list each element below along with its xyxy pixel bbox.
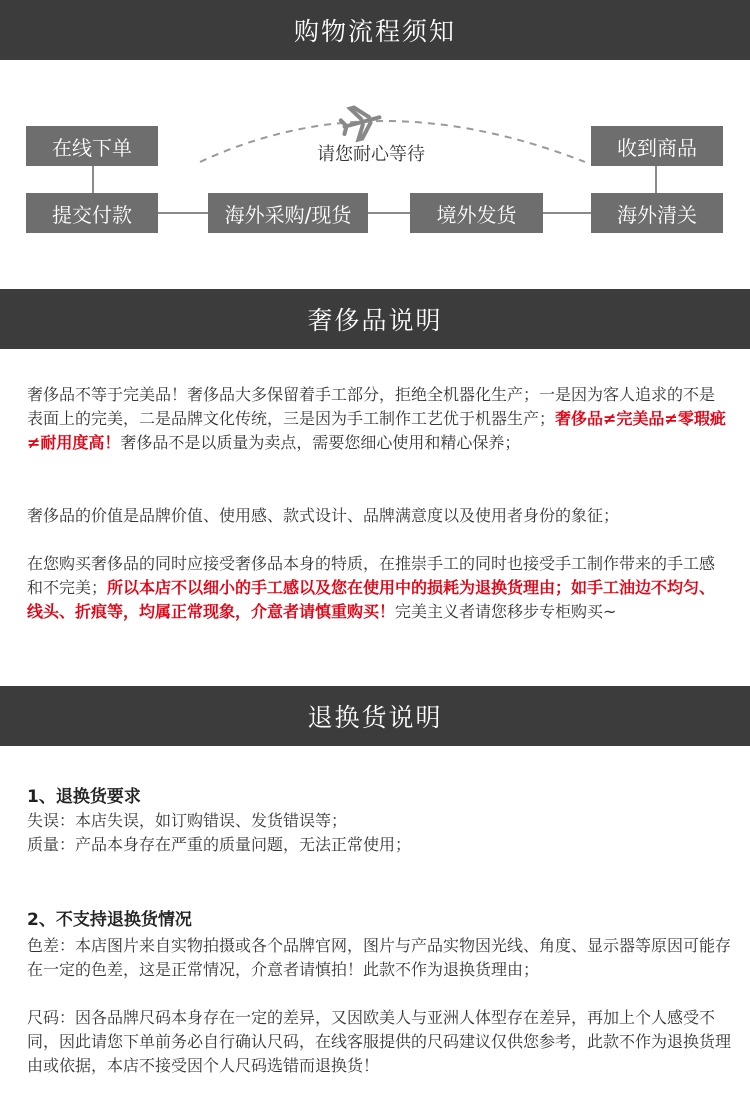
connector-2 [368,212,410,214]
luxury-banner [0,289,750,349]
wait-text: 请您耐心等待 [317,144,425,165]
returns-section-1-heading: 1、退换货要求 [27,787,141,807]
luxury-warning-2: 所以本店不以细小的手工感以及您在使用中的损耗为退换货理由；如手工油边不均匀、线头、折痕等，均属正常现象，介意者请慎重购买！ [27,578,716,621]
step-customs: 海外清关 [591,193,723,233]
step-submit-payment: 提交付款 [26,193,158,233]
shopping-flow-banner [0,0,750,60]
connector-1 [158,212,208,214]
luxury-title: 奢侈品说明 [307,306,443,335]
returns-size-diff: 尺码：因各品牌尺码本身存在一定的差异，又因欧美人与亚洲人体型存在差异，再加上个人感受不同，因此请您下单前务必自行确认尺码，在线客服提供的尺码建议仅供您参考，此款不作为退换货理由或依据，本店不接受因个人尺码选错而退换货！ [27,1008,732,1075]
shopping-flow-title: 购物流程须知 [293,17,456,46]
returns-title: 退换货说明 [307,703,443,732]
step-receive-goods: 收到商品 [591,126,723,166]
returns-color-diff: 色差：本店图片来自实物拍摄或各个品牌官网，图片与产品实物因光线、角度、显示器等原因可能存在一定的色差，这是正常情况，介意者请慎拍！此款不作为退换货理由； [27,936,732,979]
luxury-paragraph-2: 奢侈品的价值是品牌价值、使用感、款式设计、品牌满意度以及使用者身份的象征； [27,506,620,525]
luxury-warning-1: 奢侈品≠完美品≠零瑕疵≠耐用度高！ [27,409,726,452]
returns-section-2-heading: 2、不支持退换货情况 [27,910,192,930]
flow-diagram-lines [0,60,750,280]
step-overseas-purchase: 海外采购/现货 [208,193,368,233]
returns-banner [0,686,750,746]
airplane-icon [339,102,384,143]
connector-vertical-right [655,166,657,194]
luxury-paragraph-1: 奢侈品不等于完美品！奢侈品大多保留着手工部分，拒绝全机器化生产；一是因为客人追求的不是表面上的完美，二是品牌文化传统，三是因为手工制作工艺优于机器生产；奢侈品≠完美品≠零瑕疵≠耐用度高！奢侈品不是以质量为卖点，需要您细心使用和精心保养； [27,385,726,452]
luxury-paragraph-3: 在您购买奢侈品的同时应接受奢侈品本身的特质，在推崇手工的同时也接受手工制作带来的手工感和不完美；所以本店不以细小的手工感以及您在使用中的损耗为退换货理由；如手工油边不均匀、线头、折痕等，均属正常现象，介意者请慎重购买！完美主义者请您移步专柜购买~ [27,554,716,621]
step-online-order: 在线下单 [26,126,158,166]
returns-quality-line: 质量：产品本身存在严重的质量问题，无法正常使用； [27,835,412,854]
connector-3 [543,212,591,214]
returns-mistake-line: 失误：本店失误，如订购错误、发货错误等； [27,811,348,830]
connector-vertical [92,166,94,194]
step-ship-abroad: 境外发货 [410,193,543,233]
